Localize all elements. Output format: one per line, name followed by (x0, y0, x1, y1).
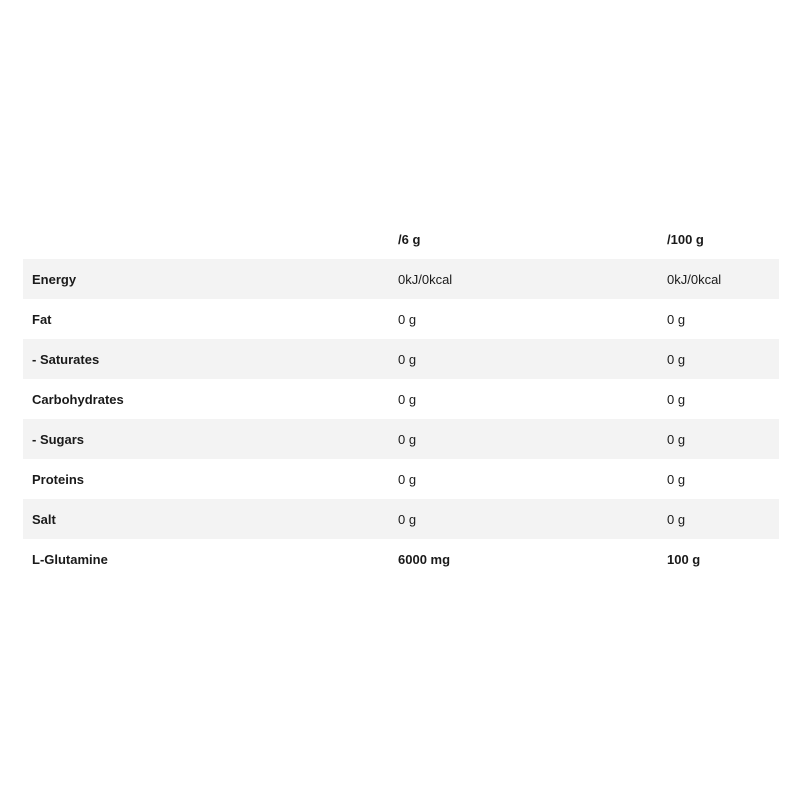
table-row-proteins (23, 459, 779, 499)
table-row-carbohydrates (23, 379, 779, 419)
row-value-per-serving: 0 g (398, 351, 417, 367)
row-value-per-100g: 0 g (667, 351, 686, 367)
row-label: Energy (32, 271, 77, 287)
table-header-row (23, 219, 779, 259)
table-row-energy (23, 259, 779, 299)
nutrition-table (23, 219, 779, 579)
row-value-per-100g: 0 g (667, 311, 686, 327)
row-value-per-serving: 6000 mg (398, 551, 451, 567)
header-per-serving: /6 g (398, 231, 421, 247)
row-value-per-100g: 0 g (667, 511, 686, 527)
row-value-per-100g: 0kJ/0kcal (667, 271, 722, 287)
row-value-per-100g: 0 g (667, 431, 686, 447)
row-label: - Sugars (32, 431, 85, 447)
table-row-l-glutamine (23, 539, 779, 579)
row-label: Carbohydrates (32, 391, 124, 407)
row-value-per-100g: 0 g (667, 391, 686, 407)
table-row-saturates (23, 339, 779, 379)
table-row-sugars (23, 419, 779, 459)
table-row-salt (23, 499, 779, 539)
row-value-per-serving: 0 g (398, 391, 417, 407)
header-per-100g: /100 g (667, 231, 704, 247)
row-value-per-serving: 0 g (398, 511, 417, 527)
row-label: Fat (32, 311, 52, 327)
row-value-per-serving: 0kJ/0kcal (398, 271, 453, 287)
row-value-per-serving: 0 g (398, 471, 417, 487)
row-label: Proteins (32, 471, 85, 487)
row-value-per-serving: 0 g (398, 431, 417, 447)
table-row-fat (23, 299, 779, 339)
row-value-per-serving: 0 g (398, 311, 417, 327)
row-label: - Saturates (32, 351, 100, 367)
row-value-per-100g: 100 g (667, 551, 701, 567)
row-label: Salt (32, 511, 56, 527)
row-label: L-Glutamine (32, 551, 108, 567)
row-value-per-100g: 0 g (667, 471, 686, 487)
